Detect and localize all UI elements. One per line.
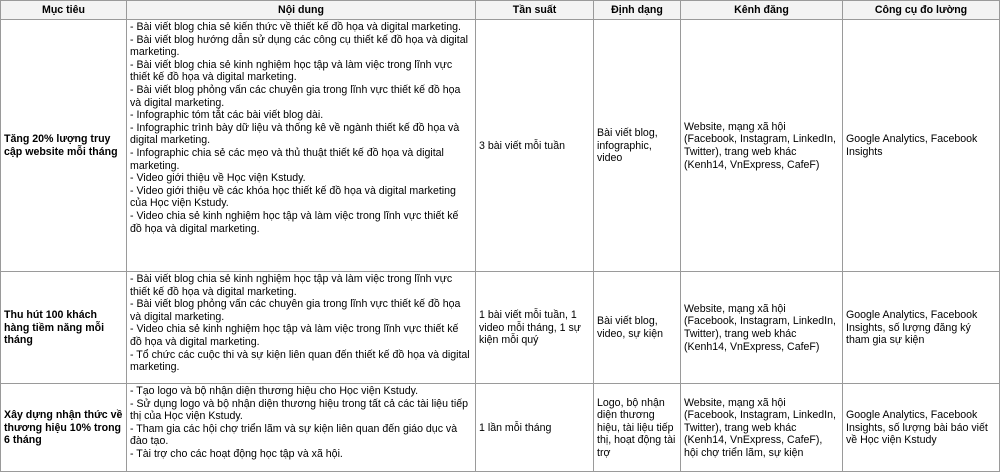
channel-cell: Website, mạng xã hội (Facebook, Instagram, LinkedIn, Twitter), trang web khác (Kenh14, VnExpress, CafeF) <box>681 272 843 384</box>
content-line: - Tài trợ cho các hoạt động học tập và xã hội. <box>130 447 343 460</box>
tools-cell: Google Analytics, Facebook Insights, số lượng đăng ký tham gia sự kiện <box>843 272 1000 384</box>
content-line: - Video chia sẻ kinh nghiệm học tập và làm việc trong lĩnh vực thiết kế đồ họa và digital marketing. <box>130 209 459 235</box>
content-line: - Bài viết blog phỏng vấn các chuyên gia trong lĩnh vực thiết kế đồ họa và digital marketing. <box>130 83 461 109</box>
header-row <box>1 1 1000 20</box>
header-tools: Công cụ đo lường <box>843 1 1000 20</box>
tools-cell: Google Analytics, Facebook Insights, số lượng bài báo viết về Học viện Kstudy <box>843 384 1000 472</box>
table-row <box>1 272 1000 384</box>
content-line: - Infographic chia sẻ các mẹo và thủ thuật thiết kế đồ họa và digital marketing. <box>130 146 444 172</box>
content-line: - Bài viết blog hướng dẫn sử dụng các công cụ thiết kế đồ họa và digital marketing. <box>130 33 468 59</box>
goal-cell: Thu hút 100 khách hàng tiềm năng mỗi tháng <box>1 272 127 384</box>
content-line: - Bài viết blog phỏng vấn các chuyên gia trong lĩnh vực thiết kế đồ họa và digital marketing. <box>130 298 461 323</box>
header-goal: Mục tiêu <box>1 1 127 20</box>
frequency-cell: 3 bài viết mỗi tuần <box>476 20 594 272</box>
channel-cell: Website, mạng xã hội (Facebook, Instagram, LinkedIn, Twitter), trang web khác (Kenh14, VnExpress, CafeF), hội chợ triển lãm, sự kiện <box>681 384 843 472</box>
goal-cell: Xây dựng nhận thức về thương hiệu 10% trong 6 tháng <box>1 384 127 472</box>
content-line: - Infographic trình bày dữ liệu và thống kê về ngành thiết kế đồ họa và digital marketing. <box>130 121 460 147</box>
content-line: - Video giới thiệu về Học viện Kstudy. <box>130 172 306 185</box>
content-line: - Video giới thiệu về các khóa học thiết kế đồ họa và digital marketing của Học viện Kstudy. <box>130 184 456 210</box>
content-line: - Tổ chức các cuộc thi và sự kiện liên quan đến thiết kế đồ họa và digital marketing. <box>130 348 470 374</box>
format-cell: Bài viết blog, video, sự kiện <box>594 272 681 384</box>
format-cell: Logo, bộ nhận diện thương hiệu, tài liệu tiếp thị, hoạt động tài trợ <box>594 384 681 472</box>
content-line: - Bài viết blog chia sẻ kiến thức về thiết kế đồ họa và digital marketing. <box>130 21 461 33</box>
format-cell: Bài viết blog, infographic, video <box>594 20 681 272</box>
content-line: - Bài viết blog chia sẻ kinh nghiệm học tập và làm việc trong lĩnh vực thiết kế đồ họa và digital marketing. <box>130 273 453 298</box>
content-cell <box>127 384 476 472</box>
table-row <box>1 20 1000 272</box>
frequency-cell: 1 lần mỗi tháng <box>476 384 594 472</box>
table-row <box>1 384 1000 472</box>
header-channel: Kênh đăng <box>681 1 843 20</box>
content-cell <box>127 20 476 272</box>
content-line: - Infographic tóm tắt các bài viết blog dài. <box>130 109 324 122</box>
frequency-cell: 1 bài viết mỗi tuần, 1 video mỗi tháng, 1 sự kiện mỗi quý <box>476 272 594 384</box>
content-line: - Bài viết blog chia sẻ kinh nghiệm học tập và làm việc trong lĩnh vực thiết kế đồ họa và digital marketing. <box>130 58 453 84</box>
header-frequency: Tần suất <box>476 1 594 20</box>
goal-cell: Tăng 20% lượng truy cập website mỗi tháng <box>1 20 127 272</box>
tools-cell: Google Analytics, Facebook Insights <box>843 20 1000 272</box>
header-format: Định dạng <box>594 1 681 20</box>
content-line: - Tham gia các hội chợ triển lãm và sự kiện liên quan đến giáo dục và đào tạo. <box>130 422 458 448</box>
content-cell <box>127 272 476 384</box>
content-line: - Video chia sẻ kinh nghiệm học tập và làm việc trong lĩnh vực thiết kế đồ họa và digital marketing. <box>130 323 459 348</box>
content-line: - Tạo logo và bộ nhận diện thương hiệu cho Học viện Kstudy. <box>130 385 419 397</box>
content-line: - Sử dụng logo và bộ nhận diện thương hiệu trong tất cả các tài liệu tiếp thị của Học viện Kstudy. <box>130 397 468 423</box>
channel-cell: Website, mạng xã hội (Facebook, Instagram, LinkedIn, Twitter), trang web khác (Kenh14, VnExpress, CafeF) <box>681 20 843 272</box>
header-content: Nội dung <box>127 1 476 20</box>
